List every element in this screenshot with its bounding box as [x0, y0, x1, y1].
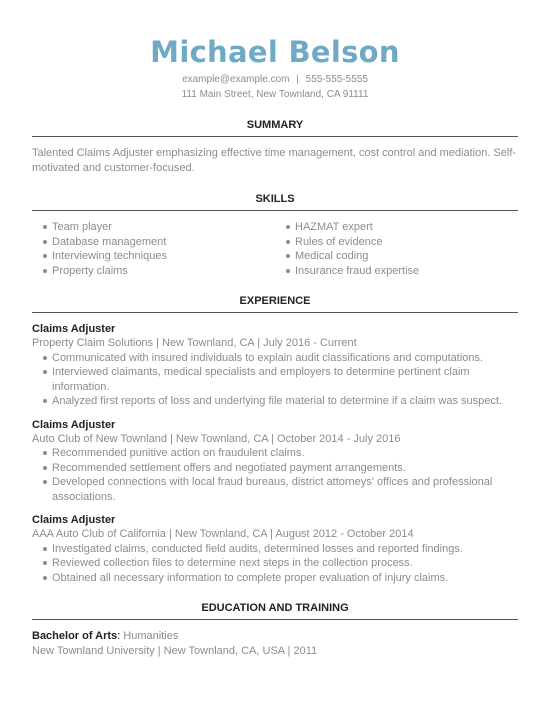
degree-colon: : [117, 630, 121, 642]
job-bullet: Analyzed first reports of loss and underlying file material to determine if a claim was suspect. [32, 394, 518, 409]
bullet-icon [286, 225, 290, 229]
job-bullet: Investigated claims, conducted field audits, determined losses and reported findings. [32, 542, 518, 557]
skill-item: HAZMAT expert [275, 220, 518, 235]
education-divider [32, 619, 518, 620]
bullet-icon [43, 451, 47, 455]
email-text: example@example.com [182, 74, 290, 85]
job-entry [32, 513, 518, 585]
bullet-icon [286, 240, 290, 244]
job-meta: AAA Auto Club of California | New Townland, CA | August 2012 - October 2014 [32, 528, 414, 540]
bullet-icon [43, 269, 47, 273]
bullet-icon [43, 561, 47, 565]
bullet-icon [43, 466, 47, 470]
contact-separator: | [296, 74, 299, 85]
job-bullet: Recommended punitive action on fraudulent claims. [32, 446, 518, 461]
summary-divider [32, 136, 518, 137]
degree-line [32, 629, 518, 644]
skills-list [32, 220, 518, 278]
job-bullets [32, 446, 518, 504]
bullet-icon [43, 356, 47, 360]
experience-divider [32, 312, 518, 313]
job-title: Claims Adjuster [32, 514, 116, 526]
skill-item: Interviewing techniques [32, 249, 275, 264]
skill-item: Property claims [32, 264, 275, 279]
contact-line [32, 72, 518, 87]
contact-info [32, 72, 518, 102]
bullet-icon [43, 254, 47, 258]
job-bullet: Interviewed claimants, medical specialists and employers to determine pertinent claim information. [32, 365, 518, 394]
bullet-icon [43, 225, 47, 229]
experience-heading: EXPERIENCE [239, 295, 311, 307]
skills-column-left [32, 220, 275, 278]
job-bullet: Developed connections with local fraud bureaus, district attorneys' offices and professional associations. [32, 475, 518, 504]
job-meta: Auto Club of New Townland | New Townland, CA | October 2014 - July 2016 [32, 432, 401, 445]
job-bullets [32, 542, 518, 586]
bullet-icon [43, 370, 47, 374]
job-entry [32, 322, 518, 409]
job-bullets [32, 351, 518, 409]
bullet-icon [286, 269, 290, 273]
bullet-icon [43, 240, 47, 244]
skill-item: Insurance fraud expertise [275, 264, 518, 279]
job-meta: Property Claim Solutions | New Townland, CA | July 2016 - Current [32, 337, 357, 349]
candidate-name: Michael Belson [150, 35, 400, 69]
skills-heading: SKILLS [255, 193, 295, 205]
skill-item: Medical coding [275, 249, 518, 264]
education-entry [32, 629, 518, 659]
bullet-icon [286, 254, 290, 258]
bullet-icon [43, 576, 47, 580]
skills-column-right [275, 220, 518, 278]
address-text: 111 Main Street, New Townland, CA 91111 [181, 89, 369, 100]
school-info: New Townland University | New Townland, CA, USA | 2011 [32, 645, 318, 657]
bullet-icon [43, 399, 47, 403]
job-bullet: Recommended settlement offers and negotiated payment arrangements. [32, 461, 518, 476]
job-bullet: Reviewed collection files to determine next steps in the collection process. [32, 556, 518, 571]
education-heading: EDUCATION AND TRAINING [201, 602, 349, 614]
degree-name: Bachelor of Arts [32, 630, 118, 642]
degree-field: Humanities [123, 630, 179, 642]
skill-item: Rules of evidence [275, 235, 518, 250]
job-bullet: Communicated with insured individuals to explain audit classifications and computations. [32, 351, 518, 366]
phone-text: 555-555-5555 [305, 74, 368, 85]
job-title: Claims Adjuster [32, 418, 116, 431]
job-title: Claims Adjuster [32, 323, 116, 335]
bullet-icon [43, 480, 47, 484]
skill-item: Database management [32, 235, 275, 250]
bullet-icon [43, 547, 47, 551]
skills-divider [32, 210, 518, 211]
skill-item: Team player [32, 220, 275, 235]
job-entry [32, 418, 518, 505]
job-bullet: Obtained all necessary information to complete proper evaluation of injury claims. [32, 571, 518, 586]
summary-text: Talented Claims Adjuster emphasizing effective time management, cost control and mediation. Self-motivated and customer-focused. [32, 147, 517, 174]
summary-heading: SUMMARY [246, 119, 304, 131]
